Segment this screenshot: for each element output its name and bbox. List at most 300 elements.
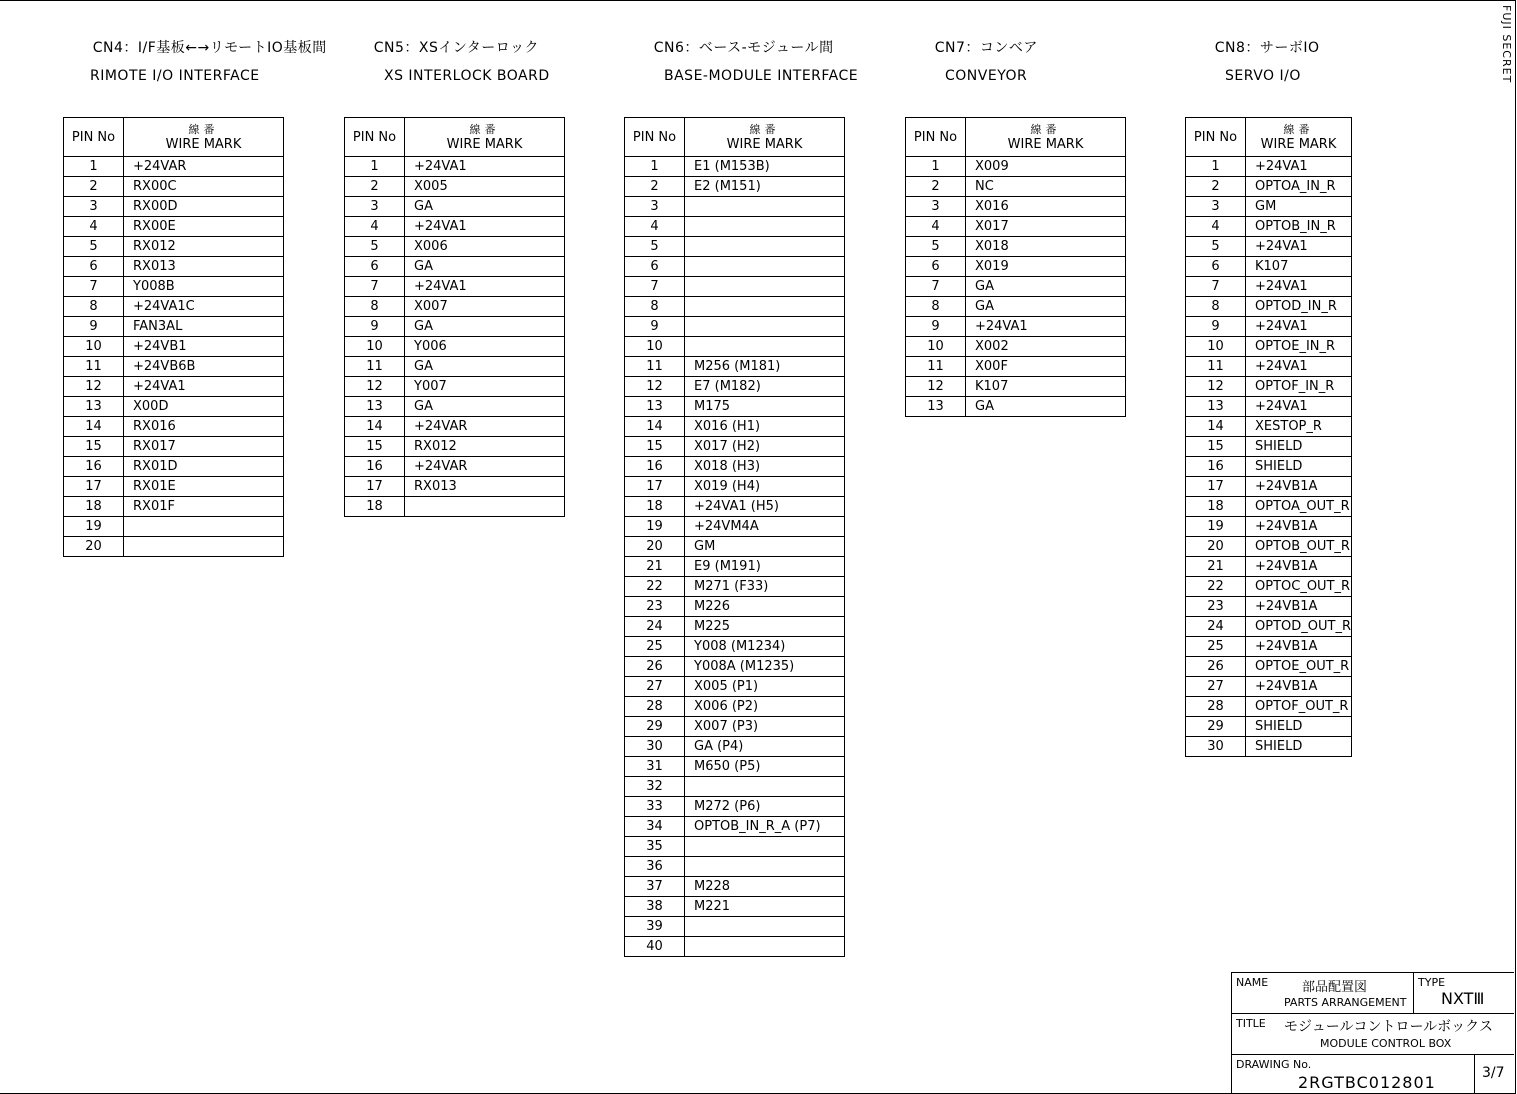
table-row (906, 357, 1126, 377)
table-row (625, 397, 845, 417)
wire-mark (685, 257, 845, 277)
wire-mark (685, 217, 845, 237)
table-row (64, 397, 284, 417)
wire-mark: GA (966, 277, 1126, 297)
pin-number: 26 (1186, 657, 1246, 677)
pin-number: 8 (625, 297, 685, 317)
wire-mark: +24VM4A (685, 517, 845, 537)
col-wire-header: 線番 WIRE MARK (966, 118, 1126, 157)
pin-number: 1 (345, 157, 405, 177)
pin-number: 17 (64, 477, 124, 497)
table-row (625, 557, 845, 577)
table-row (625, 637, 845, 657)
pin-number: 8 (1186, 297, 1246, 317)
pin-number: 4 (1186, 217, 1246, 237)
table-row (625, 937, 845, 957)
table-row (64, 457, 284, 477)
wire-mark: SHIELD (1246, 457, 1352, 477)
wire-mark: OPTOE_OUT_R (1246, 657, 1352, 677)
pin-number: 12 (906, 377, 966, 397)
wire-mark (685, 297, 845, 317)
wire-mark: X016 (966, 197, 1126, 217)
table-row (625, 617, 845, 637)
wire-mark: NC (966, 177, 1126, 197)
table-row (906, 377, 1126, 397)
table-row (625, 577, 845, 597)
table-row (64, 257, 284, 277)
pin-number: 5 (906, 237, 966, 257)
pin-number: 13 (625, 397, 685, 417)
pin-number: 9 (64, 317, 124, 337)
table-row (625, 457, 845, 477)
wire-mark: RX013 (124, 257, 284, 277)
table-row (1186, 317, 1352, 337)
wire-mark: Y008B (124, 277, 284, 297)
wire-mark: GM (1246, 197, 1352, 217)
table-row (625, 237, 845, 257)
wire-mark: OPTOA_IN_R (1246, 177, 1352, 197)
wire-mark: OPTOF_OUT_R (1246, 697, 1352, 717)
wire-mark: OPTOA_OUT_R (1246, 497, 1352, 517)
wire-mark: SHIELD (1246, 737, 1352, 757)
name-label: NAME (1236, 976, 1269, 989)
wire-mark: +24VA1 (405, 217, 565, 237)
table-row (906, 237, 1126, 257)
pin-number: 2 (64, 177, 124, 197)
pin-number: 19 (1186, 517, 1246, 537)
wire-mark: M226 (685, 597, 845, 617)
connector-title-jp: CN7：コンベア (934, 40, 1038, 56)
pin-number: 10 (1186, 337, 1246, 357)
pin-number: 8 (906, 297, 966, 317)
wire-mark: +24VA1 (1246, 397, 1352, 417)
wire-mark: +24VAR (405, 417, 565, 437)
table-row (64, 517, 284, 537)
pin-number: 7 (625, 277, 685, 297)
title-label: TITLE (1236, 1017, 1266, 1030)
table-row (625, 677, 845, 697)
col-wire-header: 線番 WIRE MARK (405, 118, 565, 157)
pin-number: 22 (1186, 577, 1246, 597)
table-row (1186, 577, 1352, 597)
table-row (1186, 657, 1352, 677)
table-row (1186, 477, 1352, 497)
wire-mark: Y008A (M1235) (685, 657, 845, 677)
wire-mark: X018 (H3) (685, 457, 845, 477)
table-row (625, 917, 845, 937)
pin-number: 2 (1186, 177, 1246, 197)
table-row (64, 177, 284, 197)
pin-number: 22 (625, 577, 685, 597)
pin-table (63, 117, 284, 557)
wire-mark: GA (405, 197, 565, 217)
pin-number: 1 (64, 157, 124, 177)
wire-mark: K107 (966, 377, 1126, 397)
table-row (625, 877, 845, 897)
col-wire-header: 線番 WIRE MARK (685, 118, 845, 157)
pin-number: 13 (64, 397, 124, 417)
pin-number: 40 (625, 937, 685, 957)
wire-mark: RX01F (124, 497, 284, 517)
table-row (906, 157, 1126, 177)
pin-number: 12 (64, 377, 124, 397)
table-row (64, 377, 284, 397)
wire-mark: X005 (405, 177, 565, 197)
wire-mark: XESTOP_R (1246, 417, 1352, 437)
table-row (625, 497, 845, 517)
secret-mark: FUJI SECRET (1500, 5, 1513, 84)
wire-mark (685, 917, 845, 937)
table-row (345, 277, 565, 297)
connector-cn7 (905, 27, 1126, 417)
wire-mark: +24VB1A (1246, 557, 1352, 577)
table-row (64, 157, 284, 177)
table-row (64, 217, 284, 237)
connector-title-en: RIMOTE I/O INTERFACE (90, 68, 260, 84)
pin-number: 23 (625, 597, 685, 617)
table-row (64, 357, 284, 377)
pin-number: 14 (1186, 417, 1246, 437)
table-row (1186, 537, 1352, 557)
wire-mark: M650 (P5) (685, 757, 845, 777)
pin-number: 20 (1186, 537, 1246, 557)
connector-cn5 (344, 27, 565, 517)
table-row (625, 717, 845, 737)
pin-number: 28 (1186, 697, 1246, 717)
wire-mark: GA (405, 257, 565, 277)
connector-title-en: CONVEYOR (945, 68, 1028, 84)
pin-number: 20 (625, 537, 685, 557)
pin-number: 25 (625, 637, 685, 657)
col-pin-header: PIN No (64, 118, 124, 157)
wire-mark: +24VAR (405, 457, 565, 477)
pin-number: 4 (906, 217, 966, 237)
wire-mark: X019 (H4) (685, 477, 845, 497)
pin-number: 31 (625, 757, 685, 777)
table-row (1186, 637, 1352, 657)
pin-number: 2 (345, 177, 405, 197)
pin-number: 25 (1186, 637, 1246, 657)
wire-mark: OPTOE_IN_R (1246, 337, 1352, 357)
table-row (1186, 397, 1352, 417)
pin-number: 7 (906, 277, 966, 297)
table-row (1186, 177, 1352, 197)
wire-mark: OPTOF_IN_R (1246, 377, 1352, 397)
wire-mark: GM (685, 537, 845, 557)
pin-number: 4 (64, 217, 124, 237)
wire-mark: +24VA1 (1246, 157, 1352, 177)
pin-number: 7 (345, 277, 405, 297)
pin-number: 33 (625, 797, 685, 817)
drawing-label: DRAWING No. (1236, 1058, 1312, 1071)
wire-mark: GA (405, 357, 565, 377)
wire-mark: RX00C (124, 177, 284, 197)
wire-mark: +24VA1 (405, 157, 565, 177)
pin-table (624, 117, 845, 957)
pin-number: 11 (64, 357, 124, 377)
pin-number: 10 (64, 337, 124, 357)
title-en: MODULE CONTROL BOX (1320, 1037, 1452, 1050)
wire-mark: +24VAR (124, 157, 284, 177)
wire-mark: +24VB1A (1246, 597, 1352, 617)
pin-number: 5 (1186, 237, 1246, 257)
wire-mark: M272 (P6) (685, 797, 845, 817)
table-row (906, 257, 1126, 277)
pin-number: 18 (345, 497, 405, 517)
pin-number: 18 (625, 497, 685, 517)
wire-mark (685, 857, 845, 877)
table-row (64, 417, 284, 437)
wire-mark: GA (P4) (685, 737, 845, 757)
wire-mark: SHIELD (1246, 717, 1352, 737)
table-row (906, 337, 1126, 357)
wire-mark: OPTOD_IN_R (1246, 297, 1352, 317)
table-row (345, 177, 565, 197)
wire-mark: X016 (H1) (685, 417, 845, 437)
table-row (1186, 737, 1352, 757)
pin-number: 19 (625, 517, 685, 537)
pin-number: 8 (64, 297, 124, 317)
wire-mark (124, 517, 284, 537)
pin-number: 19 (64, 517, 124, 537)
pin-number: 30 (1186, 737, 1246, 757)
pin-number: 5 (625, 237, 685, 257)
pin-number: 9 (625, 317, 685, 337)
wire-mark: M271 (F33) (685, 577, 845, 597)
pin-number: 36 (625, 857, 685, 877)
table-row (625, 477, 845, 497)
pin-number: 6 (1186, 257, 1246, 277)
pin-number: 16 (345, 457, 405, 477)
wire-mark: OPTOB_OUT_R (1246, 537, 1352, 557)
table-row (1186, 217, 1352, 237)
wire-mark: +24VA1 (124, 377, 284, 397)
table-row (625, 177, 845, 197)
table-row (64, 477, 284, 497)
wire-mark: X005 (P1) (685, 677, 845, 697)
pin-number: 34 (625, 817, 685, 837)
wire-mark: +24VA1 (1246, 237, 1352, 257)
name-en: PARTS ARRANGEMENT (1284, 996, 1407, 1009)
pin-number: 13 (345, 397, 405, 417)
table-row (1186, 417, 1352, 437)
table-row (625, 217, 845, 237)
table-row (906, 217, 1126, 237)
sheet-number: 3/7 (1482, 1065, 1505, 1081)
table-row (1186, 617, 1352, 637)
wire-mark: E7 (M182) (685, 377, 845, 397)
wire-mark (685, 197, 845, 217)
connector-title-jp: CN8：サーボIO (1214, 40, 1320, 56)
pin-number: 35 (625, 837, 685, 857)
table-row (625, 437, 845, 457)
table-row (906, 297, 1126, 317)
pin-number: 16 (1186, 457, 1246, 477)
wire-mark: +24VB6B (124, 357, 284, 377)
table-row (345, 497, 565, 517)
pin-number: 10 (345, 337, 405, 357)
pin-number: 2 (625, 177, 685, 197)
col-wire-header: 線番 WIRE MARK (124, 118, 284, 157)
table-row (1186, 257, 1352, 277)
col-wire-header: 線番 WIRE MARK (1246, 118, 1352, 157)
table-row (1186, 497, 1352, 517)
pin-number: 1 (1186, 157, 1246, 177)
pin-number: 4 (625, 217, 685, 237)
table-row (625, 757, 845, 777)
pin-number: 3 (625, 197, 685, 217)
wire-mark: E2 (M151) (685, 177, 845, 197)
col-pin-header: PIN No (625, 118, 685, 157)
pin-number: 38 (625, 897, 685, 917)
wire-mark: +24VA1 (405, 277, 565, 297)
pin-number: 14 (625, 417, 685, 437)
pin-number: 10 (906, 337, 966, 357)
table-row (625, 337, 845, 357)
connector-title-jp: CN6：ベース-モジュール間 (653, 40, 834, 56)
wire-mark: M225 (685, 617, 845, 637)
wire-mark: SHIELD (1246, 437, 1352, 457)
connector-cn4 (63, 27, 327, 557)
connector-title-jp: CN5：XSインターロック (373, 40, 539, 56)
table-row (345, 317, 565, 337)
pin-number: 4 (345, 217, 405, 237)
pin-number: 18 (64, 497, 124, 517)
table-row (64, 317, 284, 337)
pin-number: 15 (1186, 437, 1246, 457)
pin-number: 11 (1186, 357, 1246, 377)
wire-mark: OPTOB_IN_R (1246, 217, 1352, 237)
wire-mark: +24VA1 (1246, 277, 1352, 297)
table-row (625, 697, 845, 717)
table-row (1186, 157, 1352, 177)
pin-number: 7 (1186, 277, 1246, 297)
pin-number: 28 (625, 697, 685, 717)
table-row (1186, 597, 1352, 617)
wire-mark: X002 (966, 337, 1126, 357)
pin-number: 21 (1186, 557, 1246, 577)
wire-mark: Y007 (405, 377, 565, 397)
table-row (345, 217, 565, 237)
pin-number: 14 (64, 417, 124, 437)
name-jp: 部品配置図 (1302, 980, 1368, 995)
wire-mark: RX00E (124, 217, 284, 237)
wire-mark: X009 (966, 157, 1126, 177)
pin-number: 11 (345, 357, 405, 377)
col-pin-header: PIN No (906, 118, 966, 157)
table-row (345, 357, 565, 377)
table-row (1186, 677, 1352, 697)
pin-number: 15 (64, 437, 124, 457)
wire-mark: M221 (685, 897, 845, 917)
wire-mark: +24VA1C (124, 297, 284, 317)
table-row (345, 457, 565, 477)
table-row (1186, 197, 1352, 217)
table-row (906, 277, 1126, 297)
pin-number: 26 (625, 657, 685, 677)
table-row (625, 857, 845, 877)
wire-mark (405, 497, 565, 517)
pin-number: 21 (625, 557, 685, 577)
wire-mark: X007 (P3) (685, 717, 845, 737)
table-row (625, 837, 845, 857)
table-row (625, 417, 845, 437)
pin-number: 1 (625, 157, 685, 177)
wire-mark: +24VB1 (124, 337, 284, 357)
table-row (64, 237, 284, 257)
table-row (345, 377, 565, 397)
table-row (625, 277, 845, 297)
wire-mark: +24VA1 (1246, 357, 1352, 377)
wire-mark (685, 837, 845, 857)
pin-number: 13 (1186, 397, 1246, 417)
table-row (625, 657, 845, 677)
table-row (345, 157, 565, 177)
type-value: NXTⅢ (1441, 989, 1485, 1008)
pin-number: 11 (625, 357, 685, 377)
wire-mark: OPTOC_OUT_R (1246, 577, 1352, 597)
wire-mark (685, 777, 845, 797)
table-row (1186, 517, 1352, 537)
table-row (345, 437, 565, 457)
wire-mark: RX012 (124, 237, 284, 257)
pin-number: 32 (625, 777, 685, 797)
pin-number: 10 (625, 337, 685, 357)
wire-mark: M256 (M181) (685, 357, 845, 377)
pin-number: 3 (64, 197, 124, 217)
table-row (625, 537, 845, 557)
pin-table (905, 117, 1126, 417)
table-row (625, 377, 845, 397)
pin-number: 24 (1186, 617, 1246, 637)
pin-number: 7 (64, 277, 124, 297)
wire-mark: Y006 (405, 337, 565, 357)
wire-mark: Y008 (M1234) (685, 637, 845, 657)
wire-mark: GA (405, 397, 565, 417)
pin-number: 12 (1186, 377, 1246, 397)
wire-mark: M228 (685, 877, 845, 897)
table-row (1186, 237, 1352, 257)
table-row (1186, 337, 1352, 357)
col-pin-header: PIN No (1186, 118, 1246, 157)
wire-mark: +24VB1A (1246, 517, 1352, 537)
pin-table (344, 117, 565, 517)
wire-mark: X019 (966, 257, 1126, 277)
pin-number: 18 (1186, 497, 1246, 517)
wire-mark: OPTOD_OUT_R (1246, 617, 1352, 637)
pin-number: 23 (1186, 597, 1246, 617)
table-row (906, 317, 1126, 337)
pin-number: 9 (906, 317, 966, 337)
table-row (345, 237, 565, 257)
wire-mark: X00F (966, 357, 1126, 377)
type-label: TYPE (1418, 976, 1446, 989)
connector-cn8 (1185, 27, 1352, 757)
table-row (625, 797, 845, 817)
table-row (625, 317, 845, 337)
wire-mark: RX01E (124, 477, 284, 497)
wire-mark: X018 (966, 237, 1126, 257)
table-row (1186, 437, 1352, 457)
table-row (625, 777, 845, 797)
table-row (625, 517, 845, 537)
wire-mark (124, 537, 284, 557)
wire-mark: X006 (405, 237, 565, 257)
wire-mark: M175 (685, 397, 845, 417)
wire-mark: GA (966, 297, 1126, 317)
pin-number: 27 (1186, 677, 1246, 697)
pin-number: 16 (625, 457, 685, 477)
